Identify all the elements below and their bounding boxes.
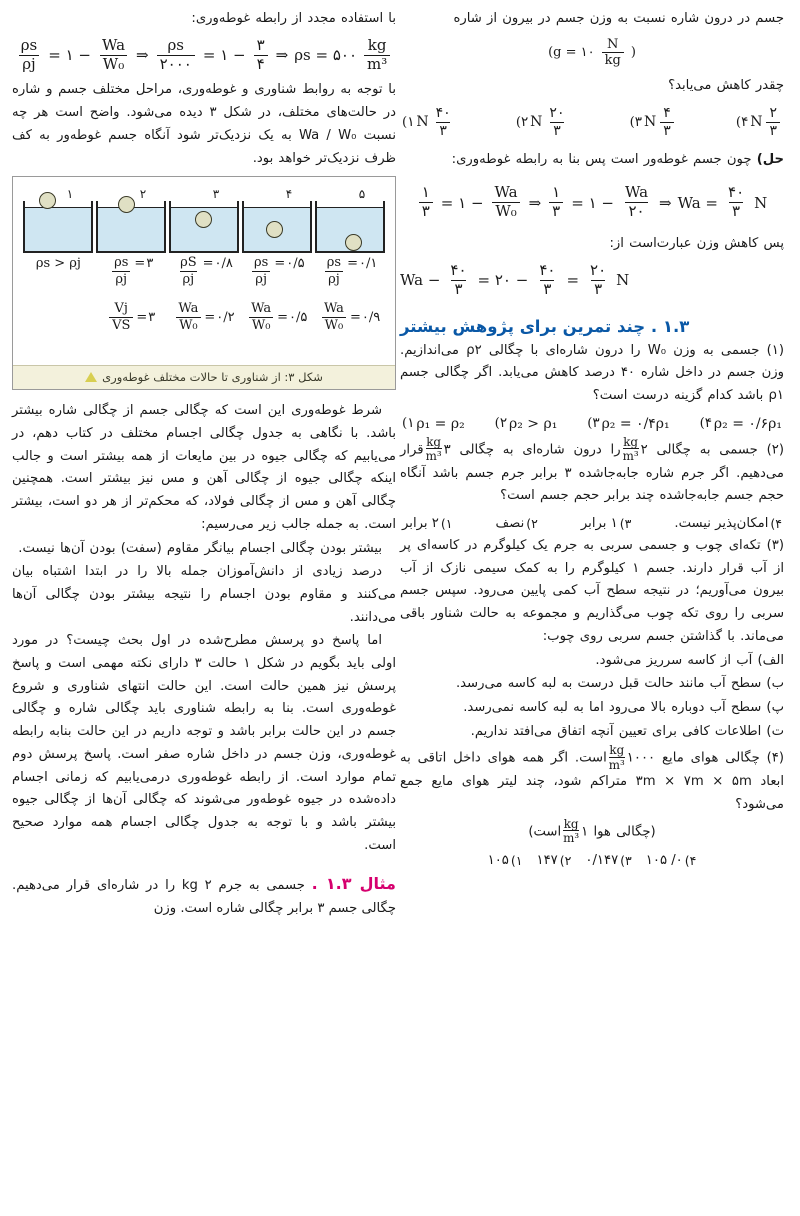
gravity-note: (g = ۱۰ $\frac{N}{kg}$ ) — [548, 36, 636, 69]
solution-paragraph — [400, 149, 784, 172]
ex4-option-1[interactable]: ۱) ۱۰۵ — [487, 852, 523, 868]
beaker-row — [21, 187, 387, 253]
beaker — [315, 201, 385, 253]
figure-label-row-2 — [21, 294, 387, 337]
paragraph-1: با توجه به روابط شناوری و غوطه‌وری، مراحل مختلف جسم و شاره در حالت‌های مختلف، در شکل ۳ دیده می‌شود. واضح است هر چه نسبت Wa / W₀ به یک نزدیک‌تر شود آنگاه جسم غوطه‌ور به کف ظرف نزدیک‌تر خواهد بود. — [12, 82, 396, 166]
arrow-1: ⇒ — [136, 46, 149, 65]
ex3-option-p[interactable]: پ) سطح آب دوباره بالا می‌رود اما به لبه کاسه نمی‌رسد. — [463, 699, 784, 715]
ex3-option-b[interactable]: ب) سطح آب مانند حالت قبل درست به لبه کاسه می‌رسد. — [455, 676, 784, 692]
ex4-option-3[interactable]: ۳) ۰/۱۴۷ — [585, 852, 632, 868]
beaker-cell-1 — [23, 187, 93, 253]
water-fill — [25, 207, 91, 251]
question-intro: جسم در درون شاره نسبت به وزن جسم در بیرون از شاره — [453, 11, 784, 26]
ex1-option-1[interactable]: ρ₁ = ρ₂ ۱) — [402, 415, 465, 432]
beaker-number: ۲ — [139, 187, 147, 202]
left-column — [398, 8, 790, 1212]
beaker — [169, 201, 239, 253]
option-2[interactable]: $\frac{۲۰}{۳}$ N ۲) — [515, 104, 565, 139]
exercise-4-note: (چگالی هوا ۱ $\frac{kg}{\text{m³}}$ است) — [528, 816, 656, 846]
ex2-options-row — [400, 516, 784, 531]
ex3-option-t[interactable]: ت) اطلاعات کافی برای تعیین آنچه اتفاق می‌افتد نداریم. — [470, 723, 784, 739]
equation-buoyancy-density — [12, 35, 396, 73]
unit-kg-m3: $\frac{kg}{\text{m³}}$ — [364, 38, 390, 73]
example-label: مثال ۱.۳ . — [311, 874, 396, 894]
ex2-option-2[interactable]: ۲) نصف — [495, 516, 538, 532]
ex2-option-1[interactable]: ۱) ۲ برابر — [402, 516, 453, 532]
figure-buoyancy-states — [12, 176, 396, 390]
frac-wa-wo: $\frac{Wa}{\text{W₀}}$ — [99, 38, 128, 73]
ex4-option-2[interactable]: ۲) ۱۴۷ — [536, 852, 572, 868]
ex3-option-a[interactable]: الف) آب از کاسه سرریز می‌شود. — [595, 652, 784, 668]
ex2-part2: را درون شاره‌ای به چگالی ۳ — [443, 442, 621, 458]
ex2-option-3[interactable]: ۳) ۱ برابر — [580, 516, 632, 532]
equation-solution-step: $\frac{۱}{۳}$ = ۱ − $\frac{Wa}{\text{W₀}}$ ⇒ $\frac{۱}{۳}$ = ۱ − $\frac{Wa}{۲۰}$ ⇒ Wa = $\frac{۴۰}{۳}$ N — [400, 185, 784, 220]
paragraph-5: اما پاسخ دو پرسش مطرح‌شده در اول بحث چیست؟ در مورد اولی باید بگویم در شکل ۱ حالت ۳ دارای نکته مهمی است و پاسخ پرسش نیز همین حالت است. این حالت انتهای شناوری و شروع غوطه‌وری است. بنا به رابطه شناوری باید چگالی شاره و چگالی جسم در این حالت برابر باشد و توجه داریم در این حالت بنابه رابطه غوطه‌وری، وزن جسم در داخل شاره صفر است. پاسخ پرسش دوم تمام موارد است. از رابطه غوطه‌وری درمی‌یابیم که زمانی اجسام داده‌شده در جیوه غوطه‌ور می‌شوند که چگالی آن‌ها از چگالی جیوه بیشتر باشد و با توجه به جدول چگالی اجسام همه موارد صحیح است. — [12, 633, 396, 853]
ex4-option-4[interactable]: ۴) ۰/ ۱۰۵ — [645, 852, 697, 868]
mc-options-row-1 — [400, 106, 784, 139]
fig-label-4: $\frac{\rho s}{\rho j}$ = ۰/۵ — [253, 255, 305, 288]
beaker-number: ۱ — [66, 187, 74, 202]
ex1-option-3[interactable]: ρ₂ = ۰/۴ρ₁ ۳) — [587, 415, 670, 432]
solution-label: حل) — [756, 151, 784, 167]
ex1-options-row — [400, 416, 784, 432]
question-end: چقدر کاهش می‌یابد؟ — [668, 78, 784, 94]
fig-label-3: $\frac{\rho S}{\rho j}$ = ۰/۸ — [180, 255, 233, 288]
fig-label-5: $\frac{\rho s}{\rho j}$ = ۰/۱ — [326, 255, 378, 288]
beaker-number: ۳ — [212, 187, 220, 202]
spacer — [12, 858, 396, 870]
frac-rho-s-2000: $\frac{\rho s}{۲۰۰۰}$ — [157, 38, 195, 73]
option-1[interactable]: $\frac{۴۰}{۳}$ N ۱) — [402, 104, 451, 139]
unit-kg-m3-d: $\frac{kg}{\text{m³}}$ — [563, 816, 580, 846]
spacer — [400, 172, 784, 178]
figure-label-row-1 — [21, 253, 387, 294]
unit-n-per-kg: $\frac{N}{kg}$ — [602, 38, 624, 69]
unit-kg-m3-b: $\frac{kg}{\text{m³}}$ — [425, 434, 442, 464]
example-text: جسمی به جرم ۲ kg را در شاره‌ای قرار می‌دهیم. چگالی جسم ۳ برابر چگالی شاره است. وزن — [12, 878, 396, 917]
ex1-option-2[interactable]: ρ₂ > ρ₁ ۲) — [494, 415, 558, 432]
fig-label-2: $\frac{\rho s}{\rho j}$ = ۳ — [114, 255, 154, 288]
figure-caption — [13, 365, 395, 389]
ex4-part2: است. اگر همه هوای داخل اتاقی به ابعاد ۳m × ۷m × ۵m متراکم شود، چند لیتر هوای مایع جمع می‌شود؟ — [400, 750, 785, 812]
exercise-4 — [400, 744, 784, 816]
ex1-option-4[interactable]: ρ₂ = ۰/۶ρ₁ ۴) — [699, 415, 782, 432]
exercise-3: (۳) تکه‌ای چوب و جسمی سربی به جرم یک کیلوگرم در کاسه‌ای پر از آب قرار دارند. جسم ۱ کیلوگرم را به کمک سیمی نازک از آب بیرون می‌آوریم؛ در نتیجه سطح آب کمی پایین می‌رود. سپس جسم سربی را روی تکه چوب می‌گذاریم و مجموعه به حالت شناور باقی می‌ماند. با گذاشتن جسم سربی روی چوب: — [400, 538, 784, 644]
frac-rho-s-rho-j: $\frac{\rho s}{\rho j}$ — [20, 35, 38, 73]
water-fill — [98, 207, 164, 251]
fig-label2-3: $\frac{Wa}{\text{W₀}}$ = ۰/۲ — [169, 297, 240, 337]
option-4[interactable]: $\frac{۲}{۳}$ N ۴) — [736, 106, 782, 139]
triangle-icon — [85, 372, 97, 382]
figure-inner — [13, 177, 395, 357]
right-column — [6, 8, 398, 1212]
figure-bottom-pad — [21, 337, 387, 353]
exercise-2 — [400, 436, 784, 508]
section-heading-exercises: ۱.۳ . چند تمرین برای پژوهش بیشتر — [400, 316, 690, 336]
eq-step2: = ۱ − — [202, 46, 246, 65]
beaker-cell-4 — [242, 187, 312, 253]
fig-label2-2: $\frac{Vj}{VS}$ = ۳ — [96, 297, 167, 337]
intro-line: با استفاده مجدد از رابطه غوطه‌وری: — [191, 11, 396, 26]
density-inequality: ρs > ρj — [35, 256, 81, 272]
unit-kg-m3-a: $\frac{kg}{\text{m³}}$ — [622, 434, 639, 464]
option-3[interactable]: $\frac{۴}{۳}$ N ۳) — [630, 106, 676, 139]
beaker-cell-3 — [169, 187, 239, 253]
beaker — [23, 201, 93, 253]
exercise-1: (۱) جسمی به وزن W₀ را درون شاره‌ای با چگالی ρ۲ می‌اندازیم. وزن جسم در داخل شاره ۴۰ درصد کاهش می‌یابد. اگر چگالی جسم ρ۱ باشد کدام گزینه درست است؟ — [400, 342, 784, 403]
reduction-text: پس کاهش وزن عبارت‌است از: — [609, 236, 784, 252]
unit-kg-m3-c: $\frac{kg}{\text{m³}}$ — [608, 743, 625, 772]
paragraph-4: درصد زیادی از دانش‌آموزان جمله بالا را در ابتدا اشتباه بیان می‌کنند و مقاوم بودن اجسام را نتیجه بیشتر بودن چگالی آن‌ها می‌دانند. — [12, 564, 396, 625]
ex2-option-4[interactable]: ۴) امکان‌پذیر نیست. — [674, 516, 782, 532]
fig-label2-5: $\frac{Wa}{\text{W₀}}$ = ۰/۹ — [314, 297, 385, 337]
fig-label-1 — [23, 256, 94, 294]
beaker-cell-5 — [315, 187, 385, 253]
ex2-part3: قرار می‌دهیم. اگر جرم شاره جابه‌جاشده ۳ برابر جرم جسم باشد آنگاه حجم جسم جابه‌جاشده چند برابر حجم جسم است؟ — [400, 442, 784, 504]
example-block — [12, 870, 396, 920]
eq-step1: = ۱ − — [48, 46, 91, 65]
spacer — [400, 305, 784, 311]
paragraph-2: شرط غوطه‌وری این است که چگالی جسم از چگالی شاره بیشتر باشد. با نگاهی به جدول چگالی اجسام مختلف در کتاب دهم، در می‌یابیم که چگالی جیوه در بین مایعات از همه بیشتر است و جالب اینکه چگالی جیوه از چگالی آهن و مس نیز بیشتر است. همچنین چگالی آهن و مس از چگالی فولاد، که محکم‌تر از هر دو است، بیشتر است. به جمله جالب زیر می‌رسیم: — [12, 403, 396, 532]
caption-text: شکل ۳: از شناوری تا حالات مختلف غوطه‌وری — [102, 370, 323, 385]
fig-label2-4: $\frac{Wa}{\text{W₀}}$ = ۰/۵ — [241, 297, 312, 337]
equation-weight-reduction: Wa − $\frac{۴۰}{۳}$ = ۲۰ − $\frac{۴۰}{۳}$ = $\frac{۲۰}{۳}$ N — [400, 260, 630, 298]
solution-text: چون جسم غوطه‌ور است پس بنا به رابطه غوطه‌وری: — [451, 151, 752, 167]
beaker-cell-2 — [96, 187, 166, 253]
beaker — [242, 201, 312, 253]
fig-label2-1 — [23, 297, 94, 337]
ex4-part1: (۴) چگالی هوای مایع ۱۰۰۰ — [626, 750, 784, 766]
beaker-number: ۵ — [358, 187, 366, 202]
ex2-part1: (۲) جسمی به چگالی ۲ — [640, 442, 784, 458]
frac-3-4: $\frac{۳}{۴}$ — [254, 38, 268, 73]
paragraph-3: بیشتر بودن چگالی اجسام بیانگر مقاوم (سفت) بودن آن‌ها نیست. — [18, 540, 382, 556]
ex4-options-row — [400, 853, 784, 868]
arrow-2: ⇒ — [275, 46, 289, 65]
beaker-number: ۴ — [285, 187, 293, 202]
beaker — [96, 201, 166, 253]
eq-result: ρs = ۵۰۰ — [294, 46, 358, 65]
